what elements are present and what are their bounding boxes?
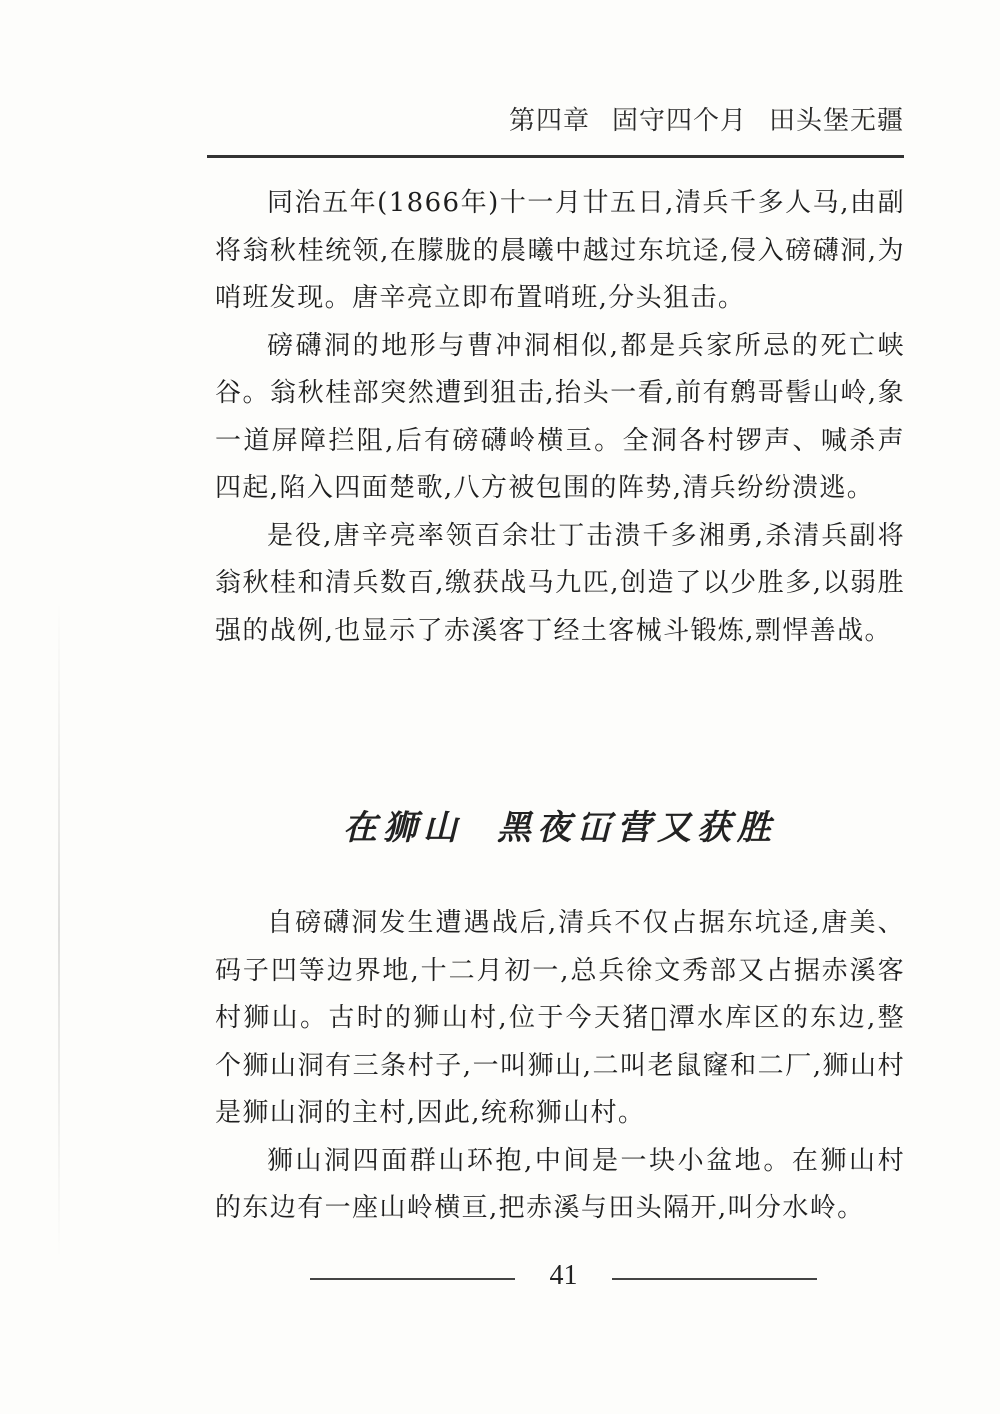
- section-title-part1: 在狮山: [343, 808, 463, 848]
- paragraph: 狮山洞四面群山环抱,中间是一块小盆地。在狮山村的东边有一座山岭横亘,把赤溪与田头隔开,叫分水岭。: [215, 1145, 905, 1223]
- page-fold-shadow: [58, 600, 60, 1260]
- header-chapter: 第四章: [508, 106, 590, 136]
- paragraph: 同治五年(1866年)十一月廿五日,清兵千多人马,由副将翁秋桂统领,在朦胧的晨曦中越过东坑迳,侵入磅礴洞,为哨班发现。唐辛亮立即布置哨班,分头狙击。: [215, 188, 905, 313]
- header-title-part1: 固守四个月: [611, 106, 747, 136]
- footer-rule-left: [310, 1278, 515, 1280]
- section-title: [215, 800, 905, 849]
- section2-body: [215, 900, 905, 1233]
- running-header: [207, 100, 904, 137]
- header-rule: [207, 155, 904, 158]
- page-number: 41: [549, 1260, 578, 1291]
- section1-body: [215, 180, 905, 655]
- footer-rule-right: [612, 1278, 817, 1280]
- section-title-part2: 黑夜冚营又获胜: [497, 808, 777, 848]
- header-title-part2: 田头堡无疆: [768, 106, 904, 136]
- paragraph: 自磅礴洞发生遭遇战后,清兵不仅占据东坑迳,唐美、码子凹等边界地,十二月初一,总兵徐文秀部又占据赤溪客村狮山。古时的狮山村,位于今天猪𧼈潭水库区的东边,整个狮山洞有三条村子,一叫狮山,二叫老鼠窿和二厂,狮山村是狮山洞的主村,因此,统称狮山村。: [215, 908, 905, 1128]
- paragraph: 是役,唐辛亮率领百余壮丁击溃千多湘勇,杀清兵副将翁秋桂和清兵数百,缴获战马九匹,创造了以少胜多,以弱胜强的战例,也显示了赤溪客丁经土客械斗锻炼,剽悍善战。: [215, 520, 905, 646]
- page-footer: [300, 1258, 830, 1298]
- paragraph: 磅礴洞的地形与曹冲洞相似,都是兵家所忌的死亡峡谷。翁秋桂部突然遭到狙击,抬头一看,前有鹩哥髻山岭,象一道屏障拦阻,后有磅礴岭横亘。全洞各村锣声、喊杀声四起,陷入四面楚歌,八方被包围的阵势,清兵纷纷溃逃。: [215, 330, 905, 503]
